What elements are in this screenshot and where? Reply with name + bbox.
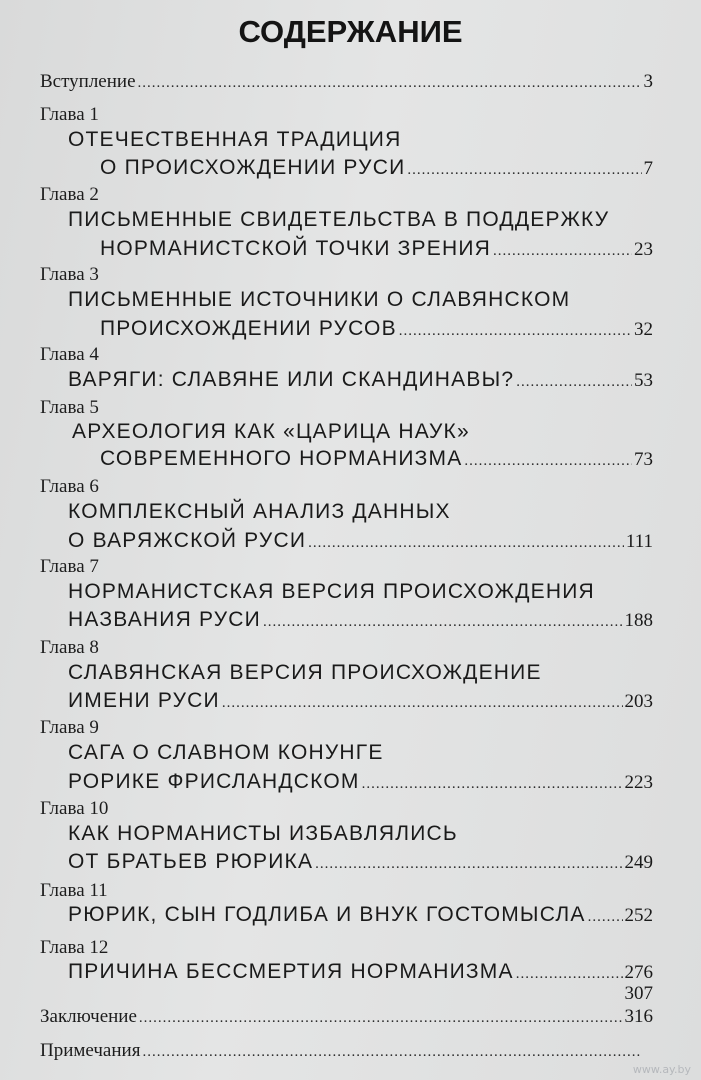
chapter-heading-line bbox=[100, 237, 653, 261]
chapter-title-text: РОРИКЕ ФРИСЛАНДСКОМ bbox=[68, 770, 360, 793]
chapter-label: Глава 11 bbox=[40, 880, 108, 901]
chapter-title-text: ПРИЧИНА БЕССМЕРТИЯ НОРМАНИЗМА bbox=[68, 960, 514, 983]
chapter-title-text: НОРМАНИСТСКАЯ ВЕРСИЯ ПРОИСХОЖДЕНИЯ bbox=[68, 580, 595, 603]
chapter-heading-line bbox=[68, 368, 653, 392]
toc-page-number: 188 bbox=[624, 610, 653, 631]
chapter-heading-line bbox=[68, 500, 451, 524]
chapter-heading-line bbox=[72, 420, 470, 444]
chapter-label: Глава 7 bbox=[40, 556, 99, 577]
leader-dots bbox=[139, 1010, 623, 1027]
chapter-heading-line bbox=[68, 580, 595, 604]
chapter-title-text: ВАРЯГИ: СЛАВЯНЕ ИЛИ СКАНДИНАВЫ? bbox=[68, 368, 515, 391]
toc-page-number: 316 bbox=[624, 1006, 653, 1027]
toc-page-number: 7 bbox=[643, 158, 653, 179]
toc-page-number: 53 bbox=[634, 370, 653, 391]
leader-dots bbox=[315, 856, 622, 873]
toc-entry-label: Примечания bbox=[40, 1040, 141, 1061]
leader-dots bbox=[263, 614, 623, 631]
toc-page-number: 203 bbox=[624, 691, 653, 712]
watermark: www.ay.by bbox=[632, 1063, 691, 1076]
chapter-title-text: ОТ БРАТЬЕВ РЮРИКА bbox=[68, 850, 314, 873]
chapter-heading-line bbox=[68, 822, 458, 846]
chapter-heading-line bbox=[68, 608, 653, 632]
chapter-title-text: ОТЕЧЕСТВЕННАЯ ТРАДИЦИЯ bbox=[68, 128, 402, 151]
leader-dots bbox=[138, 75, 642, 92]
chapter-title-text: АРХЕОЛОГИЯ КАК «ЦАРИЦА НАУК» bbox=[72, 420, 470, 443]
chapter-label: Глава 8 bbox=[40, 637, 99, 658]
chapter-label: Глава 4 bbox=[40, 344, 99, 365]
leader-dots bbox=[464, 453, 632, 470]
chapter-label: Глава 10 bbox=[40, 798, 109, 819]
chapter-title-text: ПИСЬМЕННЫЕ ИСТОЧНИКИ О СЛАВЯНСКОМ bbox=[68, 288, 571, 311]
chapter-title-text: ПРОИСХОЖДЕНИИ РУСОВ bbox=[100, 317, 397, 340]
chapter-heading-line bbox=[68, 903, 653, 927]
toc-entry-label: Вступление bbox=[40, 71, 136, 92]
chapter-title-text: СЛАВЯНСКАЯ ВЕРСИЯ ПРОИСХОЖДЕНИЕ bbox=[68, 661, 542, 684]
toc-entry-intro bbox=[40, 71, 653, 93]
chapter-heading-line bbox=[68, 960, 653, 984]
chapter-heading-line bbox=[68, 661, 542, 685]
chapter-title-text: ПИСЬМЕННЫЕ СВИДЕТЕЛЬСТВА В ПОДДЕРЖКУ bbox=[68, 208, 610, 231]
toc-page-number: 73 bbox=[634, 449, 653, 470]
toc-page-number: 252 bbox=[624, 905, 653, 926]
leader-dots bbox=[407, 162, 641, 179]
leader-dots bbox=[588, 909, 623, 926]
toc-entry-notes bbox=[40, 1040, 653, 1062]
toc-page-number: 111 bbox=[625, 531, 653, 552]
chapter-title-text: КОМПЛЕКСНЫЙ АНАЛИЗ ДАННЫХ bbox=[68, 500, 451, 523]
chapter-label: Глава 5 bbox=[40, 397, 99, 418]
leader-dots bbox=[308, 535, 624, 552]
chapter-heading-line bbox=[68, 529, 653, 553]
leader-dots bbox=[362, 776, 623, 793]
toc-page-number: 249 bbox=[624, 852, 653, 873]
chapter-heading-line bbox=[100, 447, 653, 471]
chapter-title-text: ИМЕНИ РУСИ bbox=[68, 689, 220, 712]
chapter-label: Глава 9 bbox=[40, 717, 99, 738]
chapter-heading-line bbox=[100, 317, 653, 341]
chapter-title-text: О ВАРЯЖСКОЙ РУСИ bbox=[68, 529, 307, 552]
chapter-title-text: КАК НОРМАНИСТЫ ИЗБАВЛЯЛИСЬ bbox=[68, 822, 458, 845]
chapter-label: Глава 6 bbox=[40, 476, 99, 497]
toc-entry-conclusion-label bbox=[40, 1006, 653, 1028]
chapter-heading-line bbox=[100, 156, 653, 180]
toc-page-number: 32 bbox=[634, 319, 653, 340]
leader-dots bbox=[516, 374, 632, 391]
chapter-title-text: СОВРЕМЕННОГО НОРМАНИЗМА bbox=[100, 447, 463, 470]
chapter-heading-line bbox=[68, 770, 653, 794]
leader-dots bbox=[142, 1044, 641, 1061]
leader-dots bbox=[399, 323, 632, 340]
chapter-heading-line bbox=[68, 128, 401, 152]
chapter-title-text: САГА О СЛАВНОМ КОНУНГЕ bbox=[68, 741, 384, 764]
chapter-title-text: НАЗВАНИЯ РУСИ bbox=[68, 608, 261, 631]
leader-dots bbox=[493, 243, 632, 260]
toc-entry-conclusion bbox=[40, 983, 653, 1005]
chapter-label: Глава 12 bbox=[40, 937, 109, 958]
chapter-label: Глава 3 bbox=[40, 264, 99, 285]
toc-page-number: 307 bbox=[624, 983, 653, 1004]
toc-page-number: 3 bbox=[643, 71, 653, 92]
chapter-heading-line bbox=[68, 689, 653, 713]
leader-dots bbox=[222, 695, 623, 712]
chapter-label: Глава 2 bbox=[40, 184, 99, 205]
chapter-title-text: НОРМАНИСТСКОЙ ТОЧКИ ЗРЕНИЯ bbox=[100, 237, 491, 260]
page-title: СОДЕРЖАНИЕ bbox=[238, 14, 463, 49]
chapter-heading-line bbox=[68, 741, 384, 765]
chapter-heading-line bbox=[68, 850, 653, 874]
toc-page-number: 23 bbox=[634, 239, 653, 260]
chapter-heading-line bbox=[68, 208, 609, 232]
toc-entry-label: Заключение bbox=[40, 1006, 137, 1027]
leader-dots bbox=[516, 966, 623, 983]
chapter-heading-line bbox=[68, 288, 570, 312]
chapter-label: Глава 1 bbox=[40, 104, 99, 125]
chapter-title-text: РЮРИК, СЫН ГОДЛИБА И ВНУК ГОСТОМЫСЛА bbox=[68, 903, 586, 926]
chapter-title-text: О ПРОИСХОЖДЕНИИ РУСИ bbox=[100, 156, 406, 179]
toc-page-number: 223 bbox=[624, 772, 653, 793]
toc-page-number: 276 bbox=[624, 962, 653, 983]
